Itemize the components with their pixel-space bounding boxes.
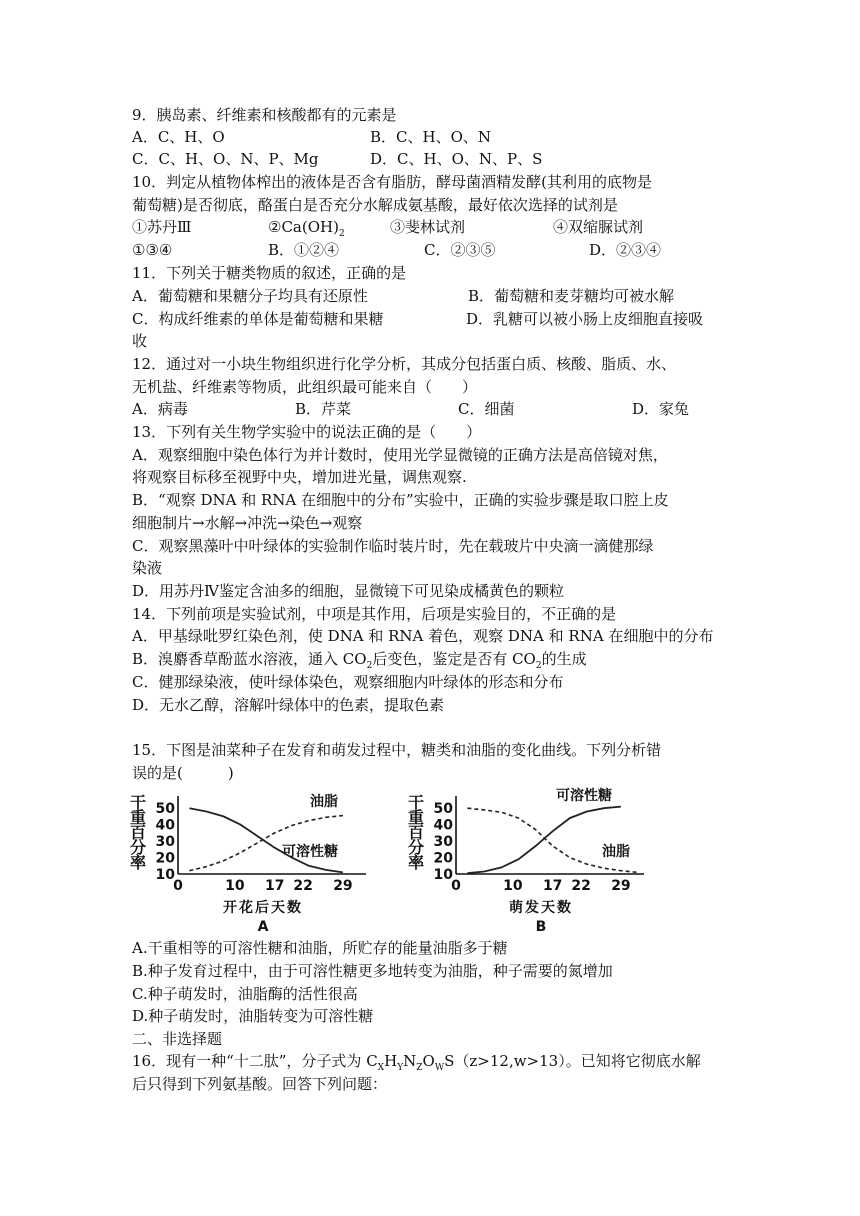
q12-option-c: C．细菌 (458, 400, 515, 418)
chart-b-x-tick-label: 0 (451, 878, 461, 894)
chart-a-series-label: 可溶性糖 (282, 844, 338, 860)
q14-option-c: C．健那绿染液，使叶绿体染色，观察细胞内叶绿体的形态和分布 (132, 673, 564, 691)
q11-option-c: C．构成纤维素的单体是葡萄糖和果糖 (132, 310, 384, 328)
chart-b-series-oil-line (467, 808, 638, 872)
q14-option-d: D．无水乙醇，溶解叶绿体中的色素，提取色素 (132, 696, 445, 714)
q10-option-a: ①③④ (132, 241, 173, 259)
chart-b-x-tick-label: 29 (611, 878, 631, 894)
q9-stem: 9．胰岛素、纤维素和核酸都有的元素是 (132, 106, 397, 124)
chart-b-series-sugar-line (467, 807, 621, 874)
q16-stem-line2: 后只得到下列氨基酸。回答下列问题： (132, 1075, 388, 1093)
chart-a-y-tick-label: 30 (155, 834, 175, 851)
chart-a-y-tick-label: 10 (155, 867, 175, 883)
chart-a-x-tick-label: 22 (293, 878, 313, 894)
chart-b-ylabel-char: 百 (407, 823, 425, 842)
q9-option-d: D．C、H、O、N、P、S (370, 150, 543, 168)
q13-option-b-line2: 细胞制片→水解→冲洗→染色→观察 (132, 514, 363, 532)
q10-option-b: B．①②④ (268, 241, 340, 259)
chart-b-ylabel-char: 干 (407, 793, 425, 812)
chart-b-y-tick-label: 20 (433, 850, 453, 867)
q15-stem-line1: 15．下图是油菜种子在发育和萌发过程中，糖类和油脂的变化曲线。下列分析错 (132, 741, 662, 759)
chart-b-caption: B (535, 919, 547, 935)
chart-a-svg (128, 786, 398, 936)
q9-option-c: C．C、H、O、N、P、Mg (132, 150, 319, 168)
q15-option-b: B.种子发育过程中，由于可溶性糖更多地转变为油脂，种子需要的氮增加 (132, 962, 613, 980)
chart-b-y-tick-label: 30 (433, 834, 453, 851)
q13-option-d: D．用苏丹Ⅳ鉴定含油多的细胞，显微镜下可见染成橘黄色的颗粒 (132, 582, 565, 600)
chart-a-y-tick-label: 50 (155, 801, 175, 818)
q10-reagent-4: ④双缩脲试剂 (553, 218, 644, 236)
q13-option-c-line2: 染液 (132, 559, 163, 577)
section-heading: 二、非选择题 (132, 1030, 223, 1048)
q10-stem-line1: 10．判定从植物体榨出的液体是否含有脂肪，酵母菌酒精发酵(其利用的底物是 (132, 173, 652, 191)
chart-a-series-label: 油脂 (310, 794, 338, 810)
chart-a-y-tick-label: 40 (155, 817, 175, 834)
chart-b-y-tick-label: 40 (433, 817, 453, 834)
chart-b-svg (406, 786, 676, 936)
q14-option-a: A．甲基绿吡罗红染色剂，使 DNA 和 RNA 着色，观察 DNA 和 RNA 在细胞中的分布 (132, 627, 714, 645)
q11-option-b: B．葡萄糖和麦芽糖均可被水解 (468, 287, 675, 305)
q11-option-a: A．葡萄糖和果糖分子均具有还原性 (132, 287, 368, 305)
chart-b-x-tick-label: 17 (542, 878, 563, 894)
chart-b-x-tick-label: 22 (571, 878, 591, 894)
q15-stem-line2: 误的是( ) (132, 764, 234, 782)
q13-stem: 13．下列有关生物学实验中的说法正确的是（ ） (132, 423, 482, 441)
q12-stem-line1: 12．通过对一小块生物组织进行化学分析，其成分包括蛋白质、核酸、脂质、水、 (132, 355, 677, 373)
q10-option-c: C．②③⑤ (424, 241, 496, 259)
q10-stem-line2: 葡萄糖)是否彻底，酪蛋白是否充分水解成氨基酸，最好依次选择的试剂是 (132, 196, 618, 214)
q16-stem-line1: 16．现有一种“十二肽”，分子式为 $C_XH_YN_ZO_WS(z>12,w>13)$。已知将它彻底水解 (132, 1052, 701, 1073)
chart-b-y-tick-label: 10 (433, 867, 453, 883)
chart-b-ylabel-char: 分 (407, 838, 425, 857)
q11-option-d-cont: 收 (132, 332, 148, 350)
q12-option-d: D．家兔 (632, 400, 690, 418)
chart-a-y-tick-label: 20 (155, 850, 175, 867)
q15-option-d: D.种子萌发时，油脂转变为可溶性糖 (132, 1007, 374, 1025)
q13-option-a-line1: A．观察细胞中染色体行为并计数时，使用光学显微镜的正确方法是高倍镜对焦， (132, 446, 668, 464)
chart-a-xlabel: 开花后天数 (223, 900, 303, 916)
q14-stem: 14．下列前项是实验试剂，中项是其作用，后项是实验目的，不正确的是 (132, 605, 617, 623)
q12-option-a: A．病毒 (132, 400, 188, 418)
chart-b-series-label: 油脂 (602, 844, 630, 860)
q15-option-a: A.干重相等的可溶性糖和油脂，所贮存的能量油脂多于糖 (132, 939, 508, 957)
chart-a-ylabel-char: 干 (129, 793, 147, 812)
q10-reagent-2: $②Ca(OH)_2$ (268, 218, 345, 239)
chart-a-x-tick-label: 17 (264, 878, 285, 894)
q13-option-b-line1: B．“观察 DNA 和 RNA 在细胞中的分布”实验中，正确的实验步骤是取口腔上皮 (132, 491, 669, 509)
chart-b-y-tick-label: 50 (433, 801, 453, 818)
chart-b-x-tick-label: 10 (503, 878, 523, 894)
chart-a-ylabel-char: 百 (129, 823, 147, 842)
q9-option-a: A．C、H、O (132, 128, 225, 146)
q10-reagent-3: ③斐林试剂 (390, 218, 466, 236)
chart-a (128, 786, 398, 936)
chart-b-series-label: 可溶性糖 (556, 788, 612, 804)
chart-b-ylabel-char: 率 (407, 853, 425, 872)
q15-option-c: C.种子萌发时，油脂酶的活性很高 (132, 985, 358, 1003)
q11-option-d: D．乳糖可以被小肠上皮细胞直接吸 (466, 310, 704, 328)
q9-option-b: B．C、H、O、N (370, 128, 492, 146)
chart-a-x-tick-label: 10 (225, 878, 245, 894)
chart-b-xlabel: 萌发天数 (509, 900, 573, 916)
chart-a-x-tick-label: 0 (173, 878, 183, 894)
chart-a-ylabel-char: 分 (129, 838, 147, 857)
chart-a-ylabel-char: 率 (129, 853, 147, 872)
chart-a-caption: A (257, 919, 269, 935)
q12-option-b: B．芹菜 (295, 400, 352, 418)
q10-option-d: D．②③④ (589, 241, 662, 259)
q13-option-c-line1: C．观察黑藻叶中叶绿体的实验制作临时装片时，先在载玻片中央滴一滴健那绿 (132, 537, 654, 555)
q13-option-a-line2: 将观察目标移至视野中央，增加进光量，调焦观察. (132, 468, 467, 486)
chart-a-ylabel-char: 重 (129, 808, 147, 827)
chart-b-ylabel-char: 重 (407, 808, 425, 827)
q14-option-b: B．溴麝香草酚蓝水溶液，通入 $CO_2$后变色，鉴定是否有 $CO_2$的生成 (132, 650, 587, 671)
q12-stem-line2: 无机盐、纤维素等物质，此组织最可能来自（ ） (132, 378, 478, 396)
q10-reagent-1: ①苏丹Ⅲ (132, 218, 192, 236)
chart-b (406, 786, 676, 936)
chart-a-x-tick-label: 29 (333, 878, 353, 894)
q11-stem: 11．下列关于糖类物质的叙述，正确的是 (132, 264, 407, 282)
